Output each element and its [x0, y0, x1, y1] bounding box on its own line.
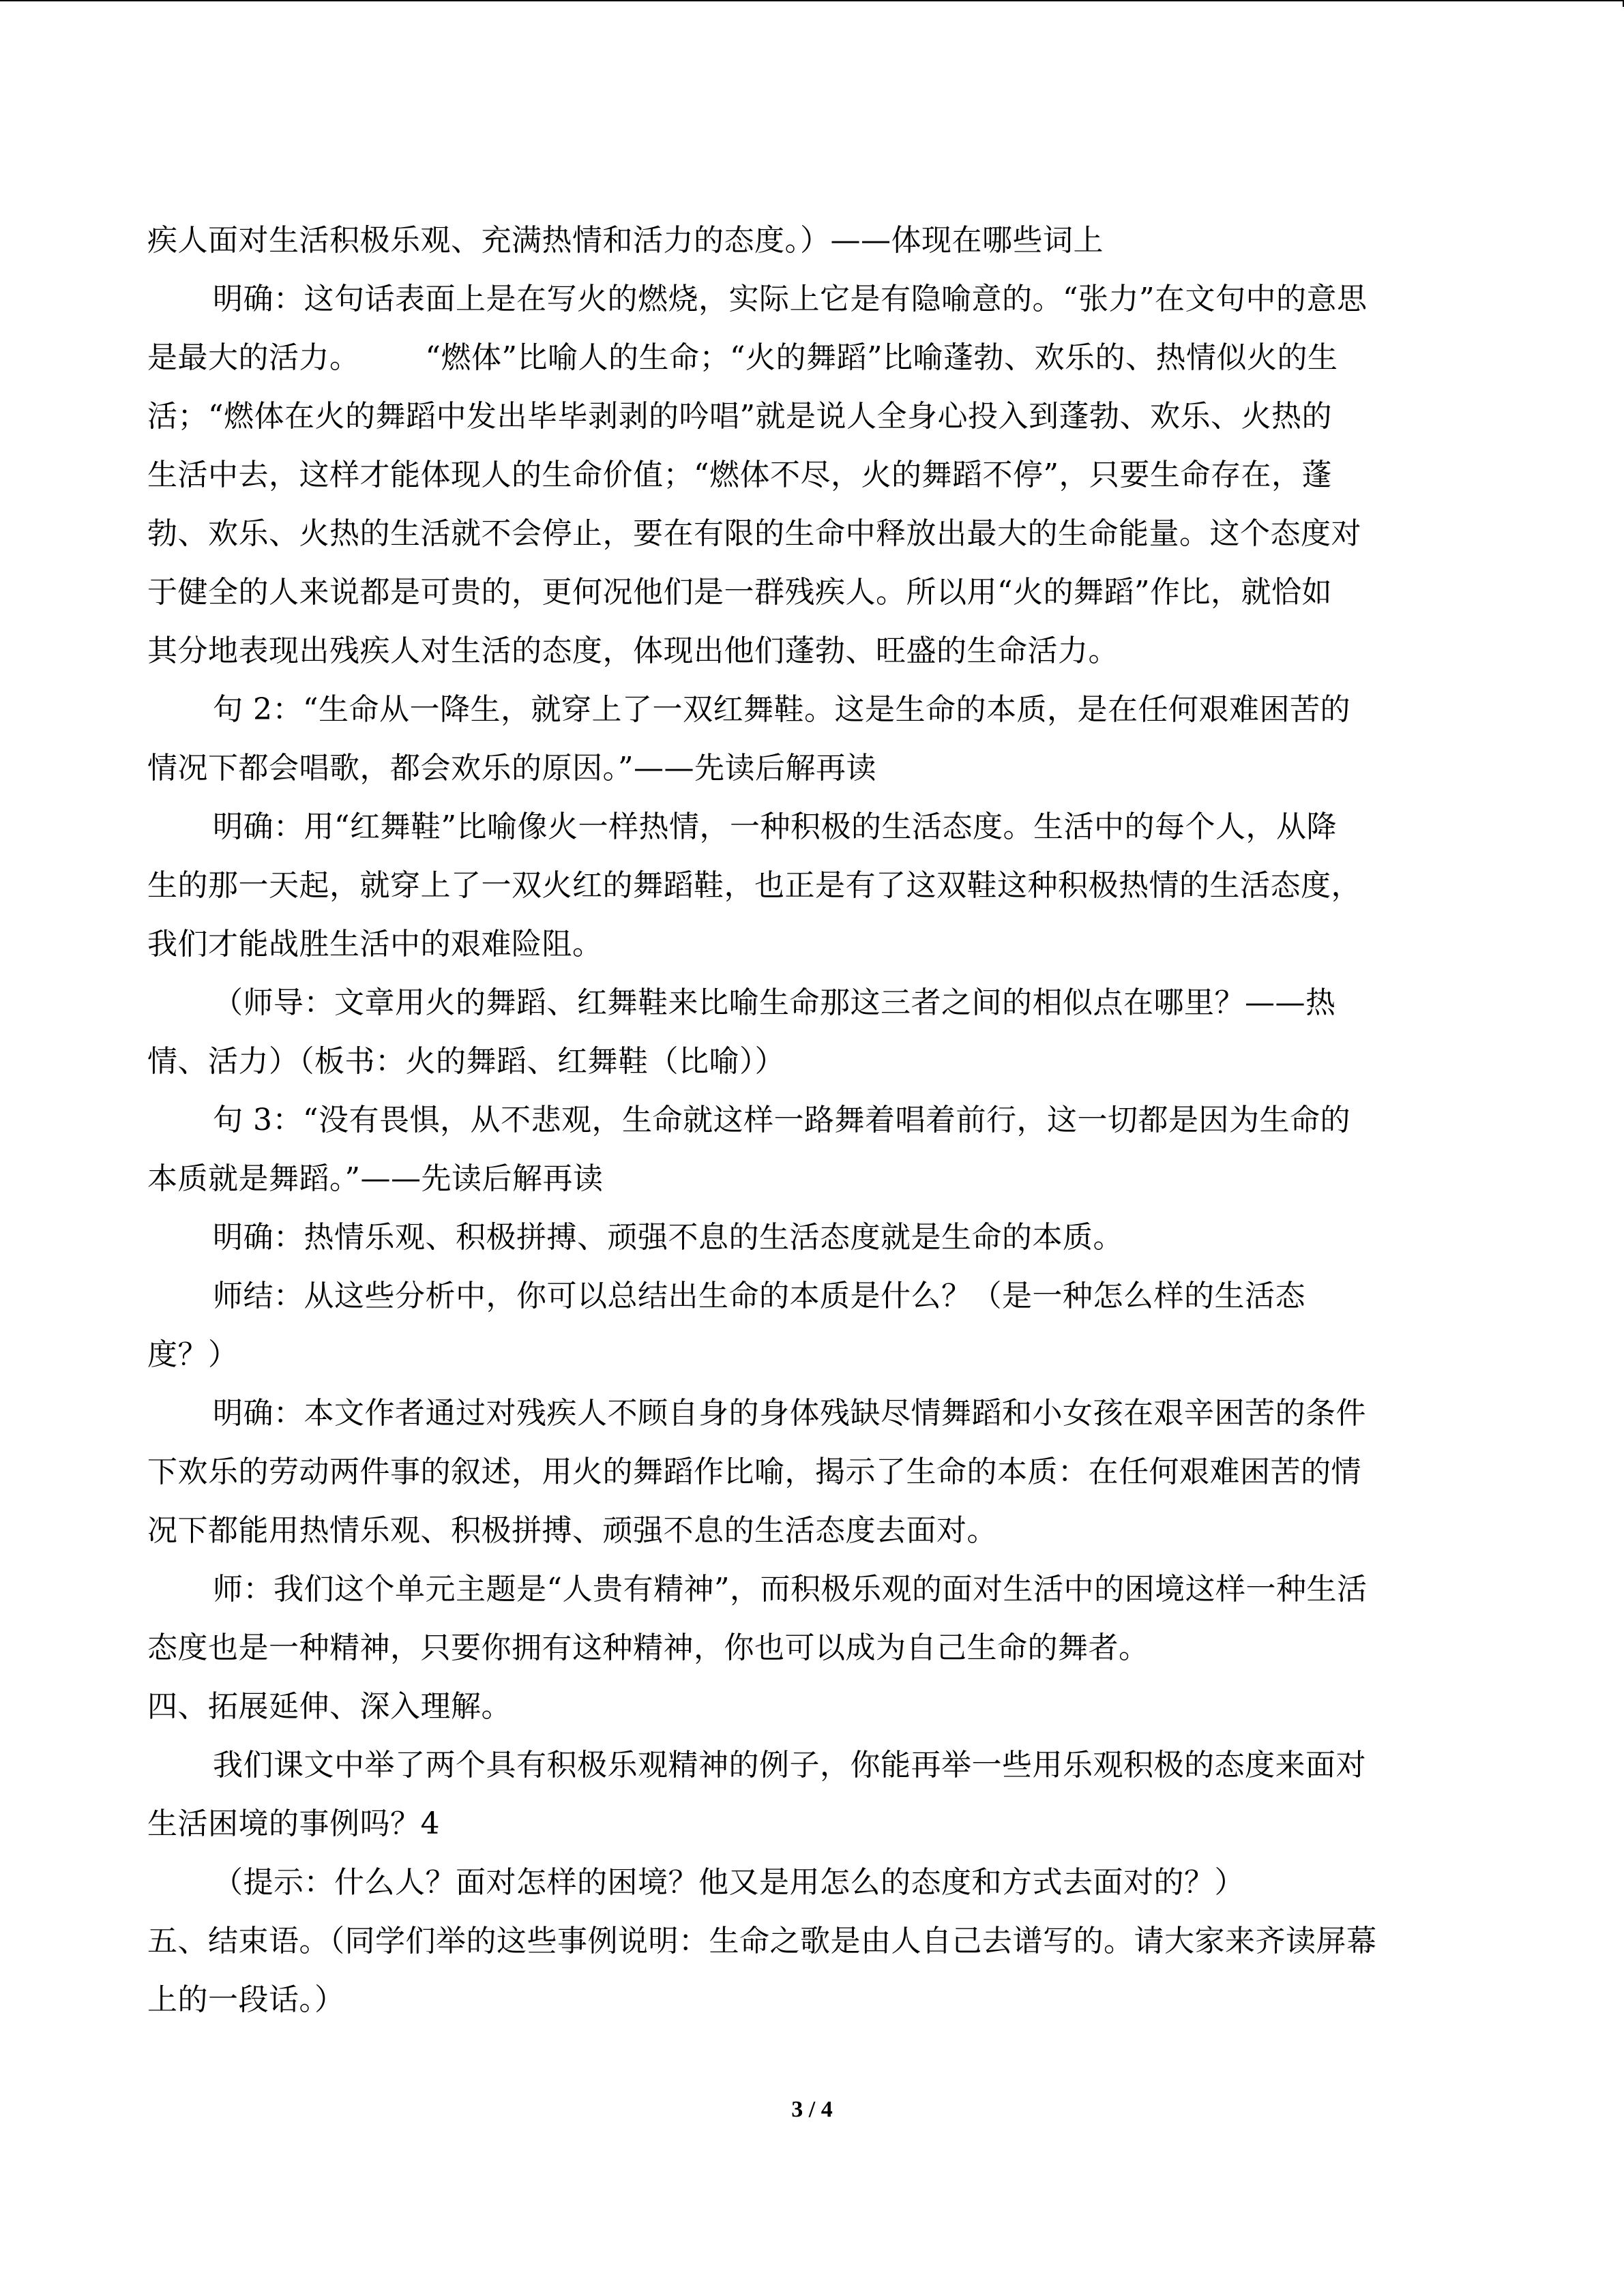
text-line: 生的那一天起，就穿上了一双火红的舞蹈鞋，也正是有了这双鞋这种积极热情的生活态度，	[147, 868, 1361, 903]
text-line: 明确：本文作者通过对残疾人不顾自身的身体残缺尽情舞蹈和小女孩在艰辛困苦的条件	[213, 1396, 1366, 1431]
text-line: 生活中去，这样才能体现人的生命价值；“燃体不尽，火的舞蹈不停”，只要生命存在，蓬	[147, 458, 1332, 492]
text-line: 其分地表现出残疾人对生活的态度，体现出他们蓬勃、旺盛的生命活力。	[147, 633, 1119, 668]
text-line: 疾人面对生活积极乐观、充满热情和活力的态度。）——体现在哪些词上	[147, 223, 1104, 258]
text-line: （师导：文章用火的舞蹈、红舞鞋来比喻生命那这三者之间的相似点在哪里？——热	[213, 985, 1336, 1020]
text-line: 明确：热情乐观、积极拼搏、顽强不息的生活态度就是生命的本质。	[213, 1220, 1123, 1255]
text-line: 勃、欢乐、火热的生活就不会停止，要在有限的生命中释放出最大的生命能量。这个态度对	[147, 516, 1361, 551]
text-line: 我们课文中举了两个具有积极乐观精神的例子，你能再举一些用乐观积极的态度来面对	[213, 1748, 1366, 1783]
page-number: 3 / 4	[791, 2097, 833, 2122]
text-line: 活；“燃体在火的舞蹈中发出毕毕剥剥的吟唱”就是说人全身心投入到蓬勃、欢乐、火热的	[147, 399, 1332, 434]
text-line: 生活困境的事例吗？4	[147, 1806, 440, 1841]
section-heading: 五、结束语。（同学们举的这些事例说明：生命之歌是由人自己去谱写的。请大家来齐读屏幕	[147, 1924, 1377, 1958]
text-line: 情、活力）（板书：火的舞蹈、红舞鞋（比喻））	[147, 1044, 785, 1079]
text-line: 情况下都会唱歌，都会欢乐的原因。”——先读后解再读	[147, 751, 876, 786]
text-segment: 是最大的活力。	[147, 340, 360, 375]
text-line: 明确：这句话表面上是在写火的燃烧，实际上它是有隐喻意的。“张力”在文句中的意思	[213, 282, 1368, 316]
text-line: （提示：什么人？面对怎样的困境？他又是用怎么的态度和方式去面对的？）	[213, 1865, 1245, 1900]
text-line: 上的一段话。）	[147, 1982, 345, 2017]
text-line: 句 3：“没有畏惧，从不悲观，生命就这样一路舞着唱着前行，这一切都是因为生命的	[213, 1103, 1350, 1137]
text-line: 师结：从这些分析中，你可以总结出生命的本质是什么？（是一种怎么样的生活态	[213, 1279, 1305, 1313]
text-line: 我们才能战胜生活中的艰难险阻。	[147, 927, 603, 961]
section-heading: 四、拓展延伸、深入理解。	[147, 1689, 512, 1724]
text-line: 度？）	[147, 1337, 239, 1372]
page-top-border	[0, 0, 1623, 1]
text-line: 态度也是一种精神，只要你拥有这种精神，你也可以成为自己生命的舞者。	[147, 1630, 1149, 1665]
text-line: 本质就是舞蹈。”——先读后解再读	[147, 1161, 604, 1196]
text-line: 明确：用“红舞鞋”比喻像火一样热情，一种积极的生活态度。生活中的每个人，从降	[213, 809, 1337, 844]
text-segment: “燃体”比喻人的生命；“火的舞蹈”比喻蓬勃、欢乐的、热情似火的生	[425, 340, 1338, 375]
document-body	[147, 211, 1477, 2029]
text-line: 师：我们这个单元主题是“人贵有精神”，而积极乐观的面对生活中的困境这样一种生活	[213, 1572, 1368, 1607]
text-line: 下欢乐的劳动两件事的叙述，用火的舞蹈作比喻，揭示了生命的本质：在任何艰难困苦的情	[147, 1455, 1361, 1489]
text-line: 句 2：“生命从一降生，就穿上了一双红舞鞋。这是生命的本质，是在任何艰难困苦的	[213, 692, 1350, 727]
text-line	[147, 329, 1477, 387]
text-line: 于健全的人来说都是可贵的，更何况他们是一群残疾人。所以用“火的舞蹈”作比，就恰如	[147, 575, 1332, 610]
text-line: 况下都能用热情乐观、积极拼搏、顽强不息的生活态度去面对。	[147, 1513, 997, 1548]
